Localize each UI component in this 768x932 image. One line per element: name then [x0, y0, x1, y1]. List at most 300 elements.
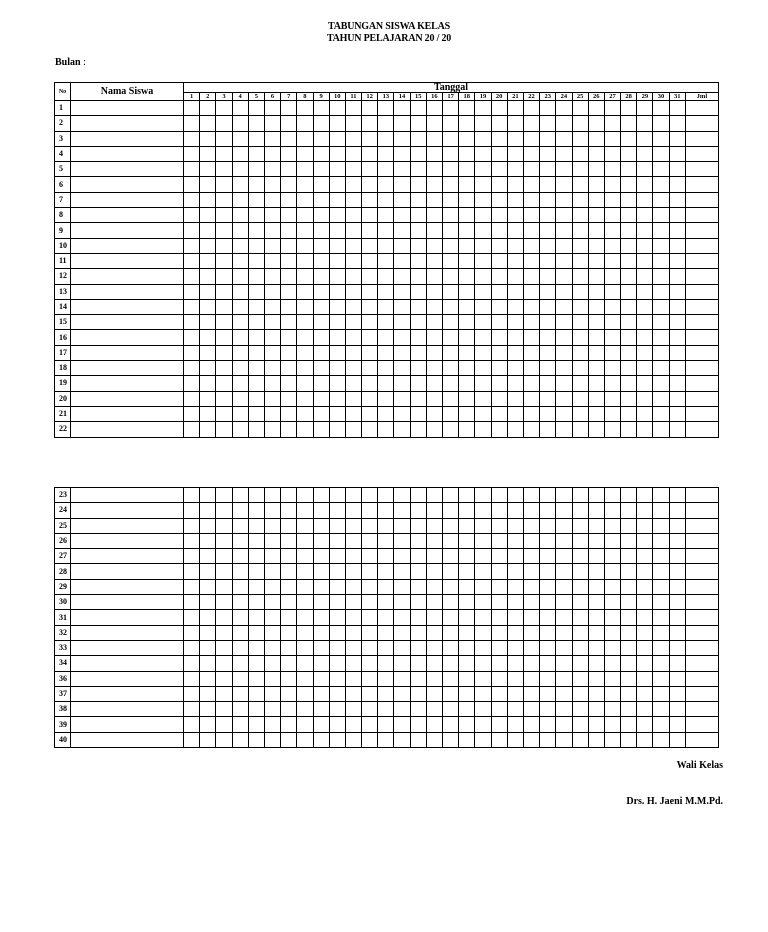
deposit-cell[interactable] [216, 192, 232, 207]
deposit-cell[interactable] [313, 717, 329, 732]
deposit-cell[interactable] [426, 238, 442, 253]
total-cell[interactable] [685, 315, 718, 330]
deposit-cell[interactable] [604, 269, 620, 284]
deposit-cell[interactable] [248, 732, 264, 747]
deposit-cell[interactable] [410, 376, 426, 391]
deposit-cell[interactable] [572, 131, 588, 146]
deposit-cell[interactable] [475, 671, 491, 686]
deposit-cell[interactable] [232, 503, 248, 518]
deposit-cell[interactable] [248, 253, 264, 268]
deposit-cell[interactable] [540, 269, 556, 284]
total-cell[interactable] [685, 549, 718, 564]
deposit-cell[interactable] [410, 595, 426, 610]
deposit-cell[interactable] [653, 686, 669, 701]
student-name-cell[interactable] [71, 702, 184, 717]
deposit-cell[interactable] [200, 564, 216, 579]
deposit-cell[interactable] [507, 131, 523, 146]
deposit-cell[interactable] [588, 391, 604, 406]
deposit-cell[interactable] [669, 391, 685, 406]
deposit-cell[interactable] [329, 717, 345, 732]
deposit-cell[interactable] [184, 564, 200, 579]
deposit-cell[interactable] [200, 223, 216, 238]
deposit-cell[interactable] [459, 732, 475, 747]
deposit-cell[interactable] [443, 422, 459, 437]
deposit-cell[interactable] [572, 208, 588, 223]
deposit-cell[interactable] [426, 315, 442, 330]
deposit-cell[interactable] [216, 406, 232, 421]
deposit-cell[interactable] [200, 503, 216, 518]
deposit-cell[interactable] [604, 656, 620, 671]
deposit-cell[interactable] [475, 192, 491, 207]
deposit-cell[interactable] [345, 192, 361, 207]
deposit-cell[interactable] [556, 101, 572, 116]
deposit-cell[interactable] [459, 223, 475, 238]
deposit-cell[interactable] [394, 564, 410, 579]
deposit-cell[interactable] [313, 406, 329, 421]
deposit-cell[interactable] [394, 131, 410, 146]
deposit-cell[interactable] [232, 208, 248, 223]
deposit-cell[interactable] [313, 101, 329, 116]
deposit-cell[interactable] [556, 625, 572, 640]
deposit-cell[interactable] [604, 406, 620, 421]
deposit-cell[interactable] [248, 488, 264, 503]
deposit-cell[interactable] [200, 579, 216, 594]
deposit-cell[interactable] [232, 361, 248, 376]
deposit-cell[interactable] [523, 253, 539, 268]
deposit-cell[interactable] [475, 518, 491, 533]
deposit-cell[interactable] [232, 177, 248, 192]
deposit-cell[interactable] [264, 503, 280, 518]
deposit-cell[interactable] [329, 549, 345, 564]
student-name-cell[interactable] [71, 315, 184, 330]
deposit-cell[interactable] [345, 564, 361, 579]
deposit-cell[interactable] [621, 223, 637, 238]
deposit-cell[interactable] [394, 549, 410, 564]
student-name-cell[interactable] [71, 564, 184, 579]
deposit-cell[interactable] [329, 656, 345, 671]
deposit-cell[interactable] [216, 656, 232, 671]
deposit-cell[interactable] [459, 595, 475, 610]
deposit-cell[interactable] [362, 686, 378, 701]
deposit-cell[interactable] [426, 208, 442, 223]
deposit-cell[interactable] [540, 640, 556, 655]
deposit-cell[interactable] [669, 116, 685, 131]
deposit-cell[interactable] [313, 391, 329, 406]
deposit-cell[interactable] [426, 284, 442, 299]
deposit-cell[interactable] [313, 732, 329, 747]
deposit-cell[interactable] [604, 101, 620, 116]
deposit-cell[interactable] [378, 625, 394, 640]
deposit-cell[interactable] [378, 503, 394, 518]
deposit-cell[interactable] [588, 253, 604, 268]
deposit-cell[interactable] [248, 162, 264, 177]
deposit-cell[interactable] [604, 192, 620, 207]
deposit-cell[interactable] [184, 391, 200, 406]
student-name-cell[interactable] [71, 345, 184, 360]
deposit-cell[interactable] [540, 732, 556, 747]
deposit-cell[interactable] [378, 422, 394, 437]
deposit-cell[interactable] [653, 330, 669, 345]
deposit-cell[interactable] [653, 518, 669, 533]
deposit-cell[interactable] [588, 503, 604, 518]
deposit-cell[interactable] [184, 146, 200, 161]
deposit-cell[interactable] [621, 671, 637, 686]
deposit-cell[interactable] [410, 330, 426, 345]
deposit-cell[interactable] [216, 686, 232, 701]
deposit-cell[interactable] [556, 549, 572, 564]
deposit-cell[interactable] [459, 549, 475, 564]
deposit-cell[interactable] [426, 656, 442, 671]
deposit-cell[interactable] [637, 177, 653, 192]
deposit-cell[interactable] [523, 717, 539, 732]
deposit-cell[interactable] [604, 162, 620, 177]
deposit-cell[interactable] [297, 345, 313, 360]
deposit-cell[interactable] [637, 223, 653, 238]
deposit-cell[interactable] [556, 533, 572, 548]
deposit-cell[interactable] [200, 361, 216, 376]
deposit-cell[interactable] [475, 391, 491, 406]
student-name-cell[interactable] [71, 330, 184, 345]
deposit-cell[interactable] [507, 503, 523, 518]
deposit-cell[interactable] [523, 518, 539, 533]
deposit-cell[interactable] [264, 656, 280, 671]
deposit-cell[interactable] [523, 146, 539, 161]
deposit-cell[interactable] [200, 131, 216, 146]
deposit-cell[interactable] [621, 361, 637, 376]
deposit-cell[interactable] [588, 406, 604, 421]
deposit-cell[interactable] [297, 146, 313, 161]
student-name-cell[interactable] [71, 177, 184, 192]
deposit-cell[interactable] [313, 177, 329, 192]
deposit-cell[interactable] [232, 656, 248, 671]
deposit-cell[interactable] [540, 595, 556, 610]
deposit-cell[interactable] [232, 238, 248, 253]
deposit-cell[interactable] [216, 315, 232, 330]
deposit-cell[interactable] [394, 625, 410, 640]
deposit-cell[interactable] [297, 299, 313, 314]
deposit-cell[interactable] [281, 376, 297, 391]
deposit-cell[interactable] [264, 315, 280, 330]
deposit-cell[interactable] [297, 549, 313, 564]
deposit-cell[interactable] [621, 579, 637, 594]
deposit-cell[interactable] [281, 253, 297, 268]
deposit-cell[interactable] [588, 315, 604, 330]
deposit-cell[interactable] [637, 702, 653, 717]
deposit-cell[interactable] [459, 422, 475, 437]
deposit-cell[interactable] [410, 238, 426, 253]
deposit-cell[interactable] [604, 503, 620, 518]
deposit-cell[interactable] [572, 640, 588, 655]
deposit-cell[interactable] [313, 238, 329, 253]
deposit-cell[interactable] [297, 503, 313, 518]
deposit-cell[interactable] [216, 717, 232, 732]
deposit-cell[interactable] [232, 253, 248, 268]
deposit-cell[interactable] [313, 361, 329, 376]
deposit-cell[interactable] [540, 208, 556, 223]
total-cell[interactable] [685, 640, 718, 655]
deposit-cell[interactable] [637, 361, 653, 376]
deposit-cell[interactable] [426, 717, 442, 732]
deposit-cell[interactable] [297, 391, 313, 406]
deposit-cell[interactable] [556, 177, 572, 192]
deposit-cell[interactable] [459, 208, 475, 223]
deposit-cell[interactable] [345, 686, 361, 701]
deposit-cell[interactable] [475, 595, 491, 610]
deposit-cell[interactable] [588, 330, 604, 345]
deposit-cell[interactable] [507, 610, 523, 625]
deposit-cell[interactable] [604, 345, 620, 360]
deposit-cell[interactable] [572, 192, 588, 207]
deposit-cell[interactable] [345, 702, 361, 717]
deposit-cell[interactable] [523, 732, 539, 747]
deposit-cell[interactable] [443, 299, 459, 314]
deposit-cell[interactable] [475, 406, 491, 421]
deposit-cell[interactable] [216, 116, 232, 131]
deposit-cell[interactable] [394, 610, 410, 625]
deposit-cell[interactable] [216, 579, 232, 594]
deposit-cell[interactable] [410, 361, 426, 376]
deposit-cell[interactable] [329, 732, 345, 747]
deposit-cell[interactable] [637, 116, 653, 131]
deposit-cell[interactable] [264, 146, 280, 161]
deposit-cell[interactable] [588, 595, 604, 610]
deposit-cell[interactable] [329, 503, 345, 518]
deposit-cell[interactable] [491, 208, 507, 223]
deposit-cell[interactable] [248, 391, 264, 406]
total-cell[interactable] [685, 717, 718, 732]
student-name-cell[interactable] [71, 208, 184, 223]
deposit-cell[interactable] [362, 208, 378, 223]
deposit-cell[interactable] [540, 391, 556, 406]
deposit-cell[interactable] [637, 345, 653, 360]
deposit-cell[interactable] [394, 116, 410, 131]
deposit-cell[interactable] [604, 208, 620, 223]
deposit-cell[interactable] [637, 610, 653, 625]
deposit-cell[interactable] [588, 488, 604, 503]
deposit-cell[interactable] [232, 732, 248, 747]
deposit-cell[interactable] [572, 732, 588, 747]
deposit-cell[interactable] [426, 422, 442, 437]
deposit-cell[interactable] [621, 610, 637, 625]
deposit-cell[interactable] [329, 625, 345, 640]
deposit-cell[interactable] [653, 101, 669, 116]
deposit-cell[interactable] [329, 315, 345, 330]
deposit-cell[interactable] [313, 162, 329, 177]
deposit-cell[interactable] [281, 488, 297, 503]
deposit-cell[interactable] [556, 640, 572, 655]
deposit-cell[interactable] [216, 177, 232, 192]
deposit-cell[interactable] [232, 131, 248, 146]
deposit-cell[interactable] [329, 208, 345, 223]
deposit-cell[interactable] [637, 406, 653, 421]
deposit-cell[interactable] [604, 595, 620, 610]
deposit-cell[interactable] [653, 671, 669, 686]
deposit-cell[interactable] [653, 702, 669, 717]
deposit-cell[interactable] [297, 732, 313, 747]
deposit-cell[interactable] [200, 345, 216, 360]
deposit-cell[interactable] [426, 101, 442, 116]
deposit-cell[interactable] [313, 131, 329, 146]
deposit-cell[interactable] [184, 223, 200, 238]
deposit-cell[interactable] [669, 595, 685, 610]
deposit-cell[interactable] [200, 610, 216, 625]
deposit-cell[interactable] [459, 564, 475, 579]
deposit-cell[interactable] [588, 422, 604, 437]
deposit-cell[interactable] [588, 101, 604, 116]
deposit-cell[interactable] [362, 131, 378, 146]
deposit-cell[interactable] [507, 732, 523, 747]
deposit-cell[interactable] [459, 238, 475, 253]
deposit-cell[interactable] [426, 391, 442, 406]
deposit-cell[interactable] [394, 503, 410, 518]
deposit-cell[interactable] [426, 131, 442, 146]
deposit-cell[interactable] [248, 686, 264, 701]
deposit-cell[interactable] [200, 595, 216, 610]
deposit-cell[interactable] [313, 625, 329, 640]
deposit-cell[interactable] [459, 579, 475, 594]
deposit-cell[interactable] [345, 146, 361, 161]
deposit-cell[interactable] [653, 732, 669, 747]
deposit-cell[interactable] [184, 579, 200, 594]
deposit-cell[interactable] [248, 518, 264, 533]
deposit-cell[interactable] [475, 238, 491, 253]
deposit-cell[interactable] [523, 391, 539, 406]
deposit-cell[interactable] [232, 686, 248, 701]
deposit-cell[interactable] [540, 549, 556, 564]
deposit-cell[interactable] [329, 671, 345, 686]
deposit-cell[interactable] [523, 315, 539, 330]
deposit-cell[interactable] [637, 284, 653, 299]
deposit-cell[interactable] [459, 640, 475, 655]
deposit-cell[interactable] [410, 422, 426, 437]
deposit-cell[interactable] [378, 717, 394, 732]
deposit-cell[interactable] [378, 131, 394, 146]
deposit-cell[interactable] [345, 579, 361, 594]
deposit-cell[interactable] [475, 131, 491, 146]
deposit-cell[interactable] [232, 702, 248, 717]
deposit-cell[interactable] [362, 717, 378, 732]
deposit-cell[interactable] [345, 422, 361, 437]
deposit-cell[interactable] [459, 345, 475, 360]
deposit-cell[interactable] [540, 284, 556, 299]
deposit-cell[interactable] [426, 732, 442, 747]
deposit-cell[interactable] [507, 330, 523, 345]
deposit-cell[interactable] [184, 299, 200, 314]
deposit-cell[interactable] [297, 406, 313, 421]
student-name-cell[interactable] [71, 595, 184, 610]
deposit-cell[interactable] [491, 610, 507, 625]
deposit-cell[interactable] [621, 101, 637, 116]
deposit-cell[interactable] [540, 361, 556, 376]
total-cell[interactable] [685, 488, 718, 503]
deposit-cell[interactable] [394, 284, 410, 299]
deposit-cell[interactable] [394, 238, 410, 253]
deposit-cell[interactable] [653, 717, 669, 732]
deposit-cell[interactable] [184, 503, 200, 518]
deposit-cell[interactable] [653, 361, 669, 376]
total-cell[interactable] [685, 269, 718, 284]
deposit-cell[interactable] [200, 717, 216, 732]
deposit-cell[interactable] [378, 686, 394, 701]
deposit-cell[interactable] [394, 533, 410, 548]
deposit-cell[interactable] [540, 192, 556, 207]
deposit-cell[interactable] [200, 330, 216, 345]
deposit-cell[interactable] [523, 116, 539, 131]
deposit-cell[interactable] [281, 640, 297, 655]
deposit-cell[interactable] [297, 101, 313, 116]
deposit-cell[interactable] [443, 101, 459, 116]
deposit-cell[interactable] [459, 671, 475, 686]
deposit-cell[interactable] [410, 656, 426, 671]
deposit-cell[interactable] [507, 177, 523, 192]
deposit-cell[interactable] [329, 223, 345, 238]
deposit-cell[interactable] [443, 116, 459, 131]
deposit-cell[interactable] [297, 284, 313, 299]
deposit-cell[interactable] [297, 177, 313, 192]
deposit-cell[interactable] [556, 208, 572, 223]
deposit-cell[interactable] [572, 549, 588, 564]
deposit-cell[interactable] [669, 406, 685, 421]
deposit-cell[interactable] [297, 162, 313, 177]
deposit-cell[interactable] [653, 595, 669, 610]
deposit-cell[interactable] [281, 422, 297, 437]
deposit-cell[interactable] [669, 671, 685, 686]
deposit-cell[interactable] [216, 533, 232, 548]
deposit-cell[interactable] [281, 177, 297, 192]
deposit-cell[interactable] [556, 686, 572, 701]
deposit-cell[interactable] [345, 549, 361, 564]
deposit-cell[interactable] [540, 177, 556, 192]
deposit-cell[interactable] [637, 422, 653, 437]
deposit-cell[interactable] [216, 146, 232, 161]
deposit-cell[interactable] [459, 131, 475, 146]
deposit-cell[interactable] [572, 488, 588, 503]
deposit-cell[interactable] [378, 564, 394, 579]
deposit-cell[interactable] [523, 101, 539, 116]
deposit-cell[interactable] [216, 488, 232, 503]
deposit-cell[interactable] [410, 345, 426, 360]
student-name-cell[interactable] [71, 518, 184, 533]
deposit-cell[interactable] [556, 595, 572, 610]
deposit-cell[interactable] [200, 533, 216, 548]
student-name-cell[interactable] [71, 192, 184, 207]
deposit-cell[interactable] [604, 488, 620, 503]
deposit-cell[interactable] [200, 269, 216, 284]
deposit-cell[interactable] [604, 361, 620, 376]
student-name-cell[interactable] [71, 488, 184, 503]
deposit-cell[interactable] [621, 146, 637, 161]
deposit-cell[interactable] [491, 101, 507, 116]
deposit-cell[interactable] [297, 579, 313, 594]
deposit-cell[interactable] [540, 253, 556, 268]
deposit-cell[interactable] [572, 686, 588, 701]
deposit-cell[interactable] [184, 376, 200, 391]
deposit-cell[interactable] [572, 391, 588, 406]
deposit-cell[interactable] [410, 549, 426, 564]
deposit-cell[interactable] [588, 702, 604, 717]
deposit-cell[interactable] [475, 330, 491, 345]
deposit-cell[interactable] [491, 640, 507, 655]
deposit-cell[interactable] [604, 579, 620, 594]
deposit-cell[interactable] [669, 146, 685, 161]
deposit-cell[interactable] [313, 315, 329, 330]
deposit-cell[interactable] [216, 625, 232, 640]
deposit-cell[interactable] [410, 640, 426, 655]
deposit-cell[interactable] [410, 686, 426, 701]
deposit-cell[interactable] [200, 116, 216, 131]
deposit-cell[interactable] [669, 732, 685, 747]
deposit-cell[interactable] [329, 253, 345, 268]
